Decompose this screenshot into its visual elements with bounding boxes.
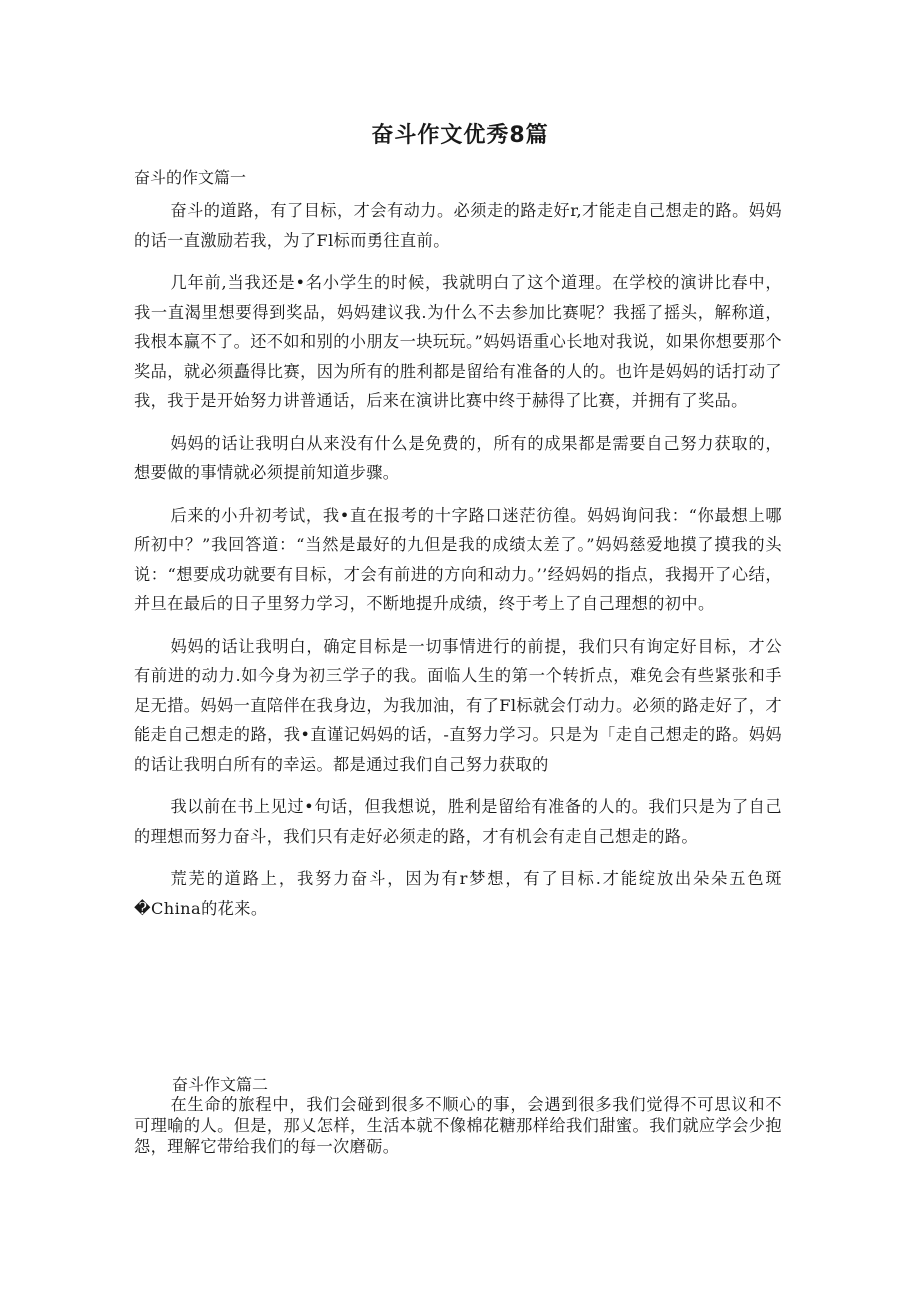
page-title: 奋斗作文优秀8篇: [371, 123, 549, 148]
paragraph: 妈妈的话让我明白，确定目标是一切事情进行的前提，我们只有询定好目标，才公有前进的动力.如今身为初三学子的我。面临人生的第一个转折点，难免会有些紧张和手足无措。妈妈一直陪伴在我身边，为我加油，有了Fl标就会仃动力。必须的路走好了，才能走自己想走的路，我•直谨记妈妈的话，-直努力学习。只是为「走自己想走的路。妈妈的话让我明白所有的幸运。都是通过我们自己努力获取的: [134, 636, 782, 774]
paragraph: 荒芜的道路上，我努力奋斗，因为有r梦想，有了目标.才能绽放出朵朵五色斑�China的花来。: [134, 869, 782, 918]
paragraph: 奋斗的道路，有了目标，才会有动力。必须走的路走好r,才能走自己想走的路。妈妈的话一直激励若我，为了Fl标而勇往直前。: [134, 201, 782, 250]
section-body-1: [134, 196, 782, 923]
paragraph: 后来的小升初考试，我•直在报考的十字路口迷茫彷徨。妈妈询问我：“你最想上哪所初中？”我回答道：“当然是最好的九但是我的成绩太差了。”妈妈慈爱地摸了摸我的头说：“想要成功就要有目标，才会有前进的方向和动力。’’经妈妈的指点，我揭开了心结，并旦在最后的日子里努力学习，不断地提升成绩，终于考上了自己理想的初中。: [134, 505, 782, 613]
paragraph: 我以前在书上见过•句话，但我想说，胜利是留给有准备的人的。我们只是为了自己的理想而努力奋斗，我们只有走好必须走的路，才有机会有走自己想走的路。: [134, 797, 782, 846]
section-heading-2: 奋斗作文篇二: [172, 1075, 269, 1094]
section-heading-1: 奋斗的作文篇一: [134, 168, 247, 187]
paragraph: 妈妈的话让我明白从来没有什么是免费的，所有的成果都是需要自己努力获取的，想要做的事情就必须提前知道步骤。: [134, 433, 782, 482]
paragraph: 几年前,当我还是•名小学生的时候，我就明白了这个道理。在学校的演讲比春中，我一直渴里想要得到奖品，妈妈建议我.为什么不去参加比赛呢？我摇了摇头，解称道，我根本赢不了。还不如和别的小朋友一块玩玩。”妈妈语重心长地对我说，如果你想要那个奖品，就必须矗得比赛，因为所有的胜利都是留给有准备的人的。也许是妈妈的话打动了我，我于是开始努力讲普通话，后来在演讲比赛中终于赫得了比赛，并拥有了奖品。: [134, 273, 782, 410]
section-body-2: [134, 1094, 782, 1157]
paragraph: 在生命的旅程中，我们会碰到很多不顺心的事，会遇到很多我们觉得不可思议和不可理喻的人。但是，那乂怎样，生活本就不像棉花糖那样给我们甜蜜。我们就应学会少抱怨，理解它带给我们的每一次磨砺。: [134, 1095, 782, 1156]
